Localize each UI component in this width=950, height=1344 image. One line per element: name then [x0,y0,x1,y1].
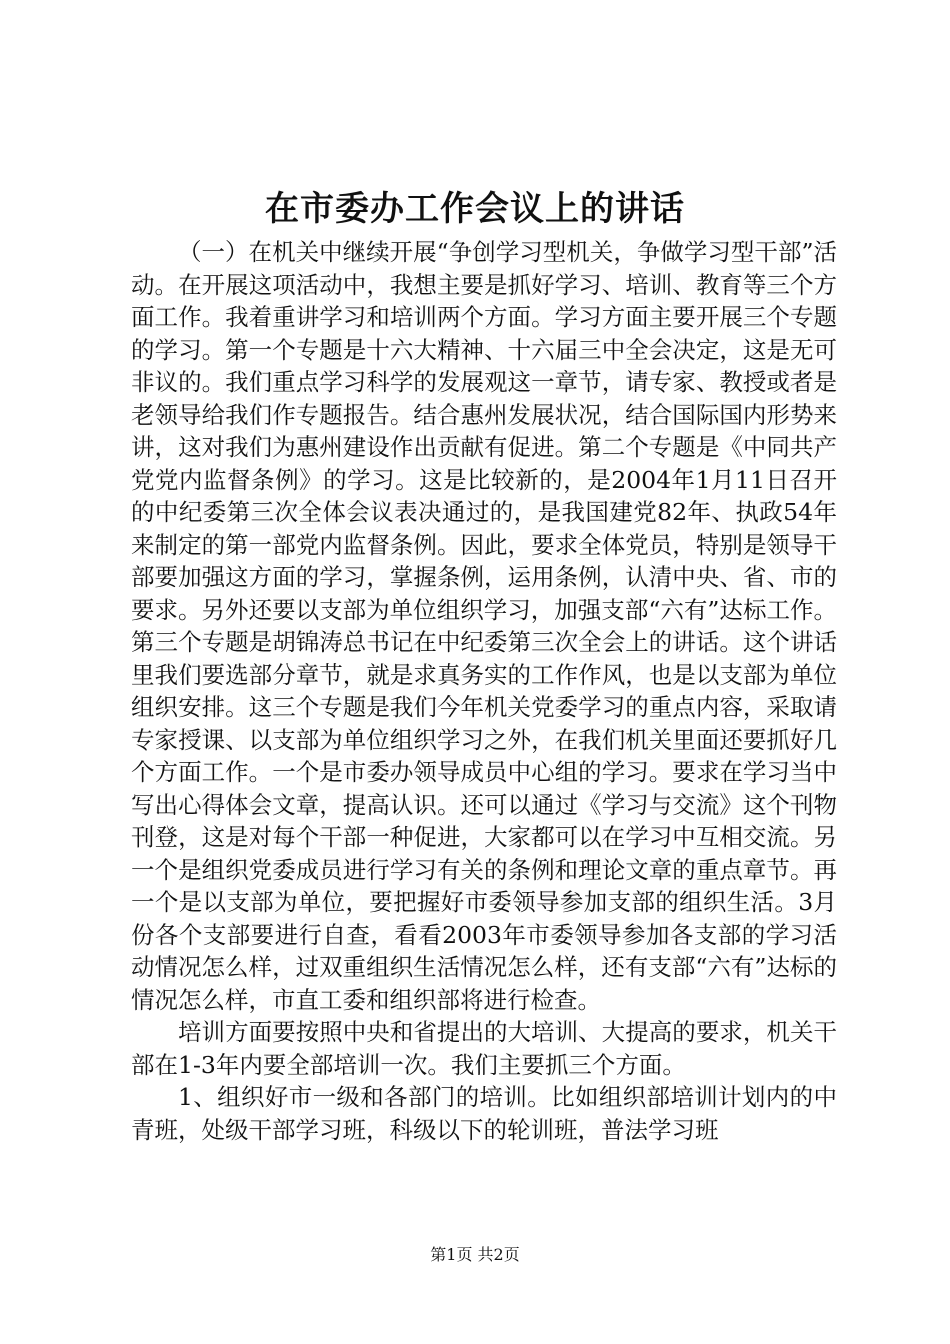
paragraph-2: 培训方面要按照中央和省提出的大培训、大提高的要求，机关干部在1-3年内要全部培训一次。我们主要抓三个方面。 [131,1018,837,1079]
document-title: 在市委办工作会议上的讲话 [265,189,685,229]
page-number-footer: 第1页 共2页 [430,1245,520,1264]
document-body [131,236,837,1146]
paragraph-1: （一）在机关中继续开展“争创学习型机关，争做学习型干部”活动。在开展这项活动中，我想主要是抓好学习、培训、教育等三个方面工作。我着重讲学习和培训两个方面。学习方面主要开展三个专题的学习。第一个专题是十六大精神、十六届三中全会决定，这是无可非议的。我们重点学习科学的发展观这一章节，请专家、教授或者是老领导给我们作专题报告。结合惠州发展状况，结合国际国内形势来讲，这对我们为惠州建设作出贡献有促进。第二个专题是《中同共产党党内监督条例》的学习。这是比较新的，是2004年1月11日召开的中纪委第三次全体会议表决通过的，是我国建党82年、执政54年来制定的第一部党内监督条例。因此，要求全体党员，特别是领导干部要加强这方面的学习，掌握条例，运用条例，认清中央、省、市的要求。另外还要以支部为单位组织学习，加强支部“六有”达标工作。第三个专题是胡锦涛总书记在中纪委第三次全会上的讲话。这个讲话里我们要选部分章节，就是求真务实的工作作风，也是以支部为单位组织安排。这三个专题是我们今年机关党委学习的重点内容，采取请专家授课、以支部为单位组织学习之外，在我们机关里面还要抓好几个方面工作。一个是市委办领导成员中心组的学习。要求在学习当中写出心得体会文章，提高认识。还可以通过《学习与交流》这个刊物刊登，这是对每个干部一种促进，大家都可以在学习中互相交流。另一个是组织党委成员进行学习有关的条例和理论文章的重点章节。再一个是以支部为单位，要把握好市委领导参加支部的组织生活。3月份各个支部要进行自查，看看2003年市委领导参加各支部的学习活动情况怎么样，过双重组织生活情况怎么样，还有支部“六有”达标的情况怎么样，市直工委和组织部将进行检查。 [131,238,837,1014]
paragraph-3: 1、组织好市一级和各部门的培训。比如组织部培训计划内的中青班，处级干部学习班，科级以下的轮训班，普法学习班 [131,1083,837,1144]
